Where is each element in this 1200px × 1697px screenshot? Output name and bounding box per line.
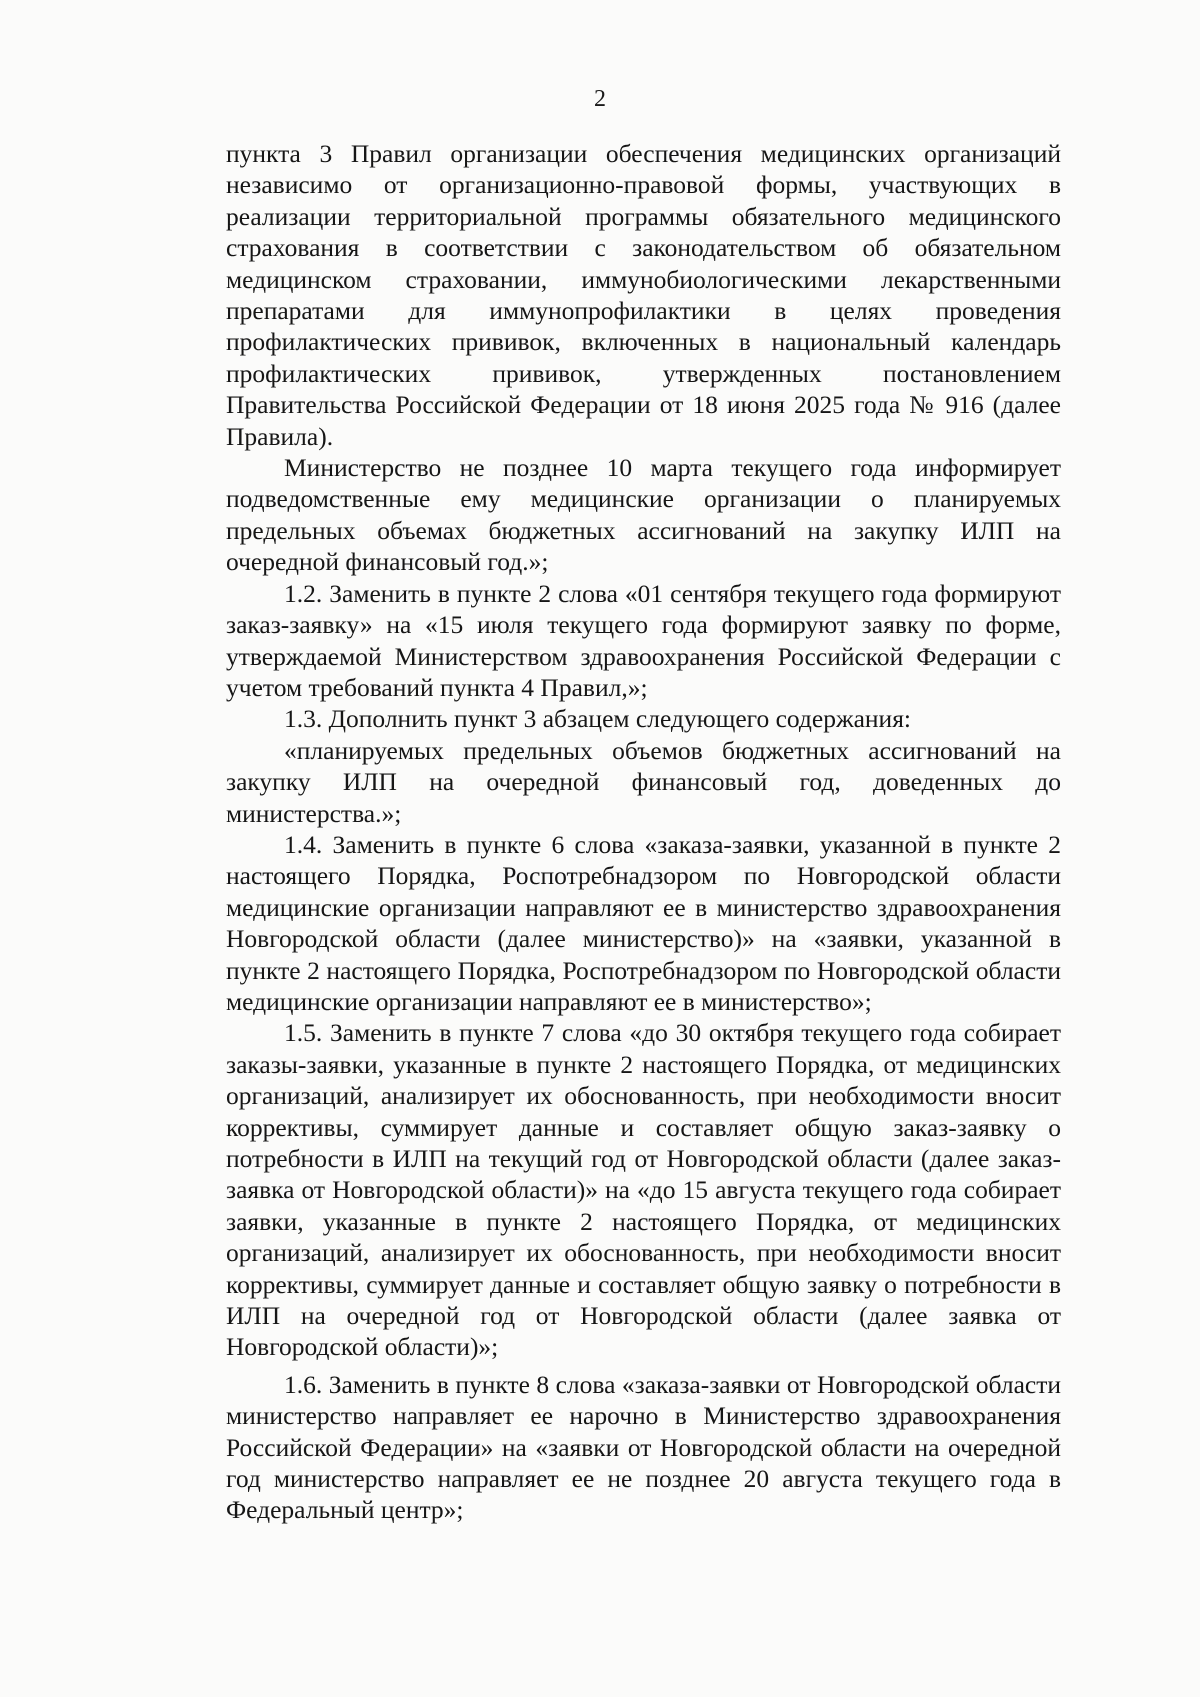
paragraph-item-1-6: 1.6. Заменить в пункте 8 слова «заказа-заявки от Новгородской области министерство направляет ее нарочно в Министерство здравоохранения Российской Федерации» на «заявки от Новгородской области на очередной год министерство направляет ее не позднее 20 августа текущего года в Федеральный центр»; <box>226 1369 1061 1525</box>
paragraph-item-1-2: 1.2. Заменить в пункте 2 слова «01 сентября текущего года формируют заказ-заявку» на «15 июля текущего года формируют заявку по форме, утверждаемой Министерством здравоохранения Российской Федерации с учетом требований пункта 4 Правил,»; <box>226 578 1061 702</box>
paragraph-item-1-3: 1.3. Дополнить пункт 3 абзацем следующего содержания: <box>284 704 912 734</box>
page-number: 2 <box>594 86 606 112</box>
paragraph-item-1-3-quote: «планируемых предельных объемов бюджетных ассигнований на закупку ИЛП на очередной финансовый год, доведенных до министерства.»; <box>226 735 1061 828</box>
paragraph-item-1-4: 1.4. Заменить в пункте 6 слова «заказа-заявки, указанной в пункте 2 настоящего Порядка, Роспотребнадзором по Новгородской области медицинские организации направляют ее в министерство здравоохранения Новгородской области (далее министерство)» на «заявки, указанной в пункте 2 настоящего Порядка, Роспотребнадзором по Новгородской области медицинские организации направляют ее в министерство»; <box>226 829 1061 1016</box>
paragraph-ministry-informs: Министерство не позднее 10 марта текущего года информирует подведомственные ему медицинские организации о планируемых предельных объемах бюджетных ассигнований на закупку ИЛП на очередной финансовый год.»; <box>226 453 1061 577</box>
paragraph-rules-continuation: пункта 3 Правил организации обеспечения медицинских организаций независимо от организационно-правовой формы, участвующих в реализации территориальной программы обязательного медицинского страхования в соответствии с законодательством об обязательном медицинском страховании, иммунобиологическими лекарственными препаратами для иммунопрофилактики в целях проведения профилактических прививок, включенных в национальный календарь профилактических прививок, утвержденных постановлением Правительства Российской Федерации от 18 июня 2025 года № 916 (далее Правила). <box>226 139 1061 451</box>
document-body <box>226 138 1061 1526</box>
paragraph-item-1-5: 1.5. Заменить в пункте 7 слова «до 30 октября текущего года собирает заказы-заявки, указанные в пункте 2 настоящего Порядка, от медицинских организаций, анализирует их обоснованность, при необходимости вносит коррективы, суммирует данные и составляет общую заказ-заявку о потребности в ИЛП на текущий год от Новгородской области (далее заказ-заявка от Новгородской области)» на «до 15 августа текущего года собирает заявки, указанные в пункте 2 настоящего Порядка, от медицинских организаций, анализирует их обоснованность, при необходимости вносит коррективы, суммирует данные и составляет общую заявку о потребности в ИЛП на очередной год от Новгородской области (далее заявка от Новгородской области)»; <box>226 1018 1061 1362</box>
